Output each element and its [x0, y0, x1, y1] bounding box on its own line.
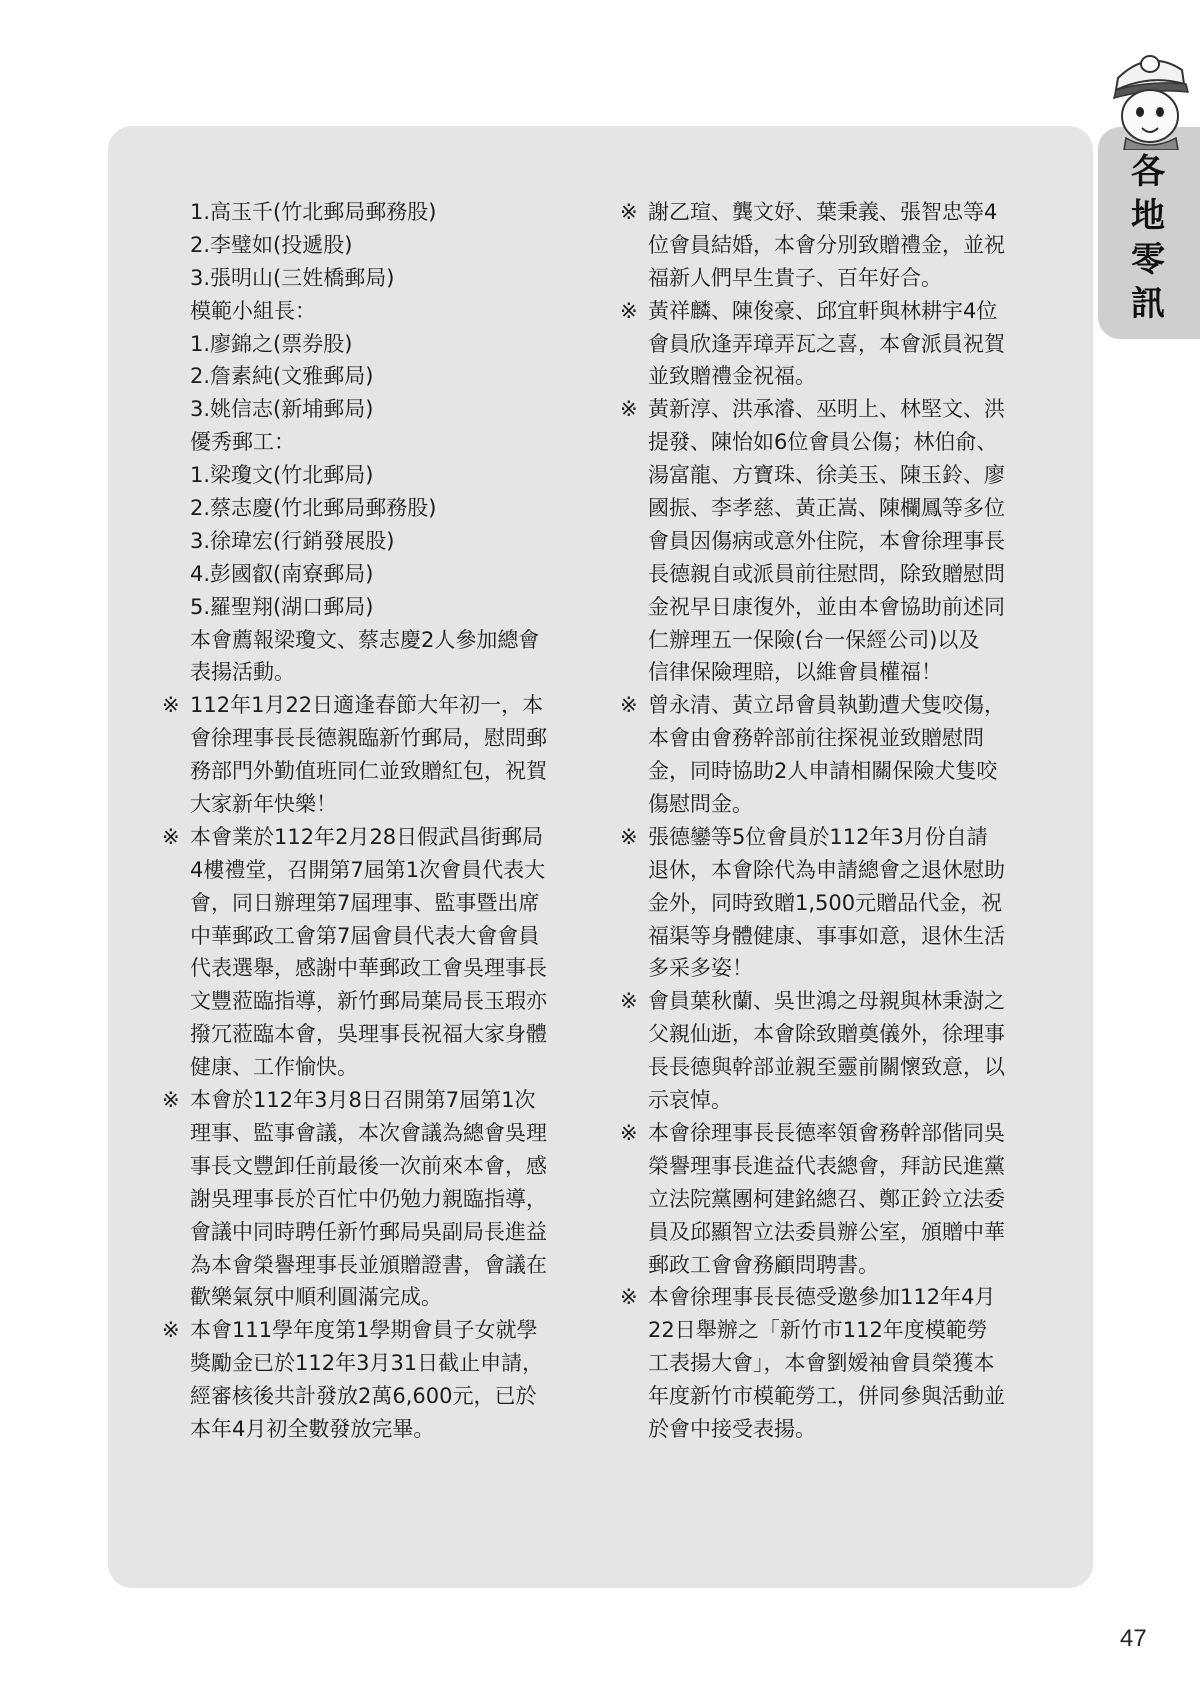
- bullet-item-line: [620, 821, 1040, 854]
- text-line: [620, 1216, 1040, 1249]
- line-text: 黃新淳、洪承濬、巫明上、林堅文、洪: [648, 397, 1005, 422]
- line-text: 謝乙瑄、龔文妤、葉秉義、張智忠等4: [648, 200, 998, 224]
- line-text: 金祝早日康復外，並由本會協助前述同: [648, 594, 1005, 619]
- text-line: [162, 295, 582, 328]
- line-text: 位會員結婚，本會分別致贈禮金，並祝: [648, 232, 1005, 257]
- line-text: 多采多姿！: [648, 956, 753, 981]
- text-line: [620, 426, 1040, 459]
- text-line: [162, 1281, 582, 1314]
- line-text: 會，同日辦理第7屆理事、監事暨出席: [190, 890, 540, 915]
- section-tab-char: 訊: [1131, 284, 1165, 324]
- bullet-item-line: [620, 985, 1040, 1018]
- line-text: 會徐理事長長德親臨新竹郵局，慰問郵: [190, 726, 547, 751]
- line-text: 本年4月初全數發放完畢。: [190, 1416, 435, 1441]
- line-text: 4.彭國叡(南寮郵局): [190, 561, 374, 586]
- postman-mascot-illustration: [1098, 40, 1200, 150]
- line-text: 長長德與幹部並親至靈前關懷致意，以: [648, 1055, 1005, 1080]
- text-line: [620, 755, 1040, 788]
- text-line: [620, 1249, 1040, 1282]
- line-text: 撥冗蒞臨本會，吳理事長祝福大家身體: [190, 1022, 547, 1047]
- text-line: [162, 459, 582, 492]
- bullet-item-line: [620, 196, 1040, 229]
- text-line: [162, 1380, 582, 1413]
- page-number: 47: [1120, 1625, 1147, 1652]
- line-text: 2.蔡志慶(竹北郵局郵務股): [190, 496, 437, 521]
- text-line: [620, 459, 1040, 492]
- line-text: 本會徐理事長長德受邀參加112年4月: [648, 1285, 996, 1310]
- reference-mark-bullet: ※: [620, 298, 638, 323]
- line-text: 福渠等身體健康、事事如意，退休生活: [648, 923, 1005, 948]
- line-text: 父親仙逝，本會除致贈奠儀外，徐理事: [648, 1022, 1005, 1047]
- line-text: 榮譽理事長進益代表總會，拜訪民進黨: [648, 1153, 1005, 1178]
- line-text: 郵政工會會務顧問聘書。: [648, 1252, 879, 1277]
- reference-mark-bullet: ※: [620, 693, 638, 718]
- text-line: [620, 920, 1040, 953]
- line-text: 3.張明山(三姓橋郵局): [190, 265, 395, 290]
- text-line: [620, 525, 1040, 558]
- reference-mark-bullet: ※: [162, 824, 180, 849]
- bullet-item-line: [162, 1084, 582, 1117]
- line-text: 經審核後共計發放2萬6,600元，已於: [190, 1384, 537, 1409]
- section-tab-char: 零: [1131, 240, 1165, 280]
- section-tab-title: [1118, 150, 1178, 326]
- line-text: 傷慰問金。: [648, 792, 753, 817]
- text-line: [162, 360, 582, 393]
- line-text: 黃祥麟、陳俊豪、邱宜軒與林耕宇4位: [648, 298, 998, 323]
- line-text: 3.姚信志(新埔郵局): [190, 397, 374, 422]
- text-line: [162, 624, 582, 657]
- text-line: [162, 1183, 582, 1216]
- text-line: [620, 1051, 1040, 1084]
- line-text: 大家新年快樂！: [190, 792, 337, 817]
- section-tab-char: 地: [1131, 196, 1165, 236]
- text-line: [620, 1084, 1040, 1117]
- text-line: [620, 492, 1040, 525]
- line-text: 信律保險理賠，以維會員權福！: [648, 660, 942, 685]
- text-line: [620, 887, 1040, 920]
- line-text: 模範小組長：: [190, 298, 316, 323]
- line-text: 本會由會務幹部前往探視並致贈慰問: [648, 726, 984, 751]
- line-text: 本會111學年度第1學期會員子女就學: [190, 1318, 538, 1343]
- reference-mark-bullet: ※: [162, 1088, 180, 1113]
- text-line: [620, 722, 1040, 755]
- text-line: [620, 1314, 1040, 1347]
- line-text: 2.詹素純(文雅郵局): [190, 364, 374, 389]
- text-line: [620, 328, 1040, 361]
- text-line: [162, 525, 582, 558]
- line-text: 會員因傷病或意外住院，本會徐理事長: [648, 528, 1005, 553]
- line-text: 務部門外勤值班同仁並致贈紅包，祝賀: [190, 759, 547, 784]
- line-text: 張德鑾等5位會員於112年3月份自請: [648, 824, 988, 849]
- line-text: 長德親自或派員前往慰問，除致贈慰問: [648, 561, 1005, 586]
- text-line: [162, 229, 582, 262]
- reference-mark-bullet: ※: [620, 1285, 638, 1310]
- text-line: [162, 1018, 582, 1051]
- text-line: [620, 624, 1040, 657]
- text-line: [620, 1150, 1040, 1183]
- text-line: [162, 558, 582, 591]
- text-line: [620, 656, 1040, 689]
- line-text: 並致贈禮金祝福。: [648, 364, 816, 389]
- line-text: 表揚活動。: [190, 660, 295, 685]
- text-line: [620, 591, 1040, 624]
- line-text: 歡樂氣氛中順利圓滿完成。: [190, 1285, 442, 1310]
- text-line: [162, 196, 582, 229]
- text-line: [162, 854, 582, 887]
- text-line: [620, 1183, 1040, 1216]
- reference-mark-bullet: ※: [620, 989, 638, 1014]
- text-line: [162, 1117, 582, 1150]
- line-text: 3.徐瑋宏(行銷發展股): [190, 528, 395, 553]
- line-text: 會議中同時聘任新竹郵局吳副局長進益: [190, 1219, 547, 1244]
- text-line: [162, 262, 582, 295]
- text-line: [620, 360, 1040, 393]
- bullet-item-line: [620, 1117, 1040, 1150]
- text-line: [162, 328, 582, 361]
- line-text: 1.梁瓊文(竹北郵局): [190, 463, 374, 488]
- line-text: 事長文豐卸任前最後一次前來本會，感: [190, 1153, 547, 1178]
- line-text: 理事、監事會議，本次會議為總會吳理: [190, 1120, 547, 1145]
- text-line: [620, 1347, 1040, 1380]
- text-line: [162, 1249, 582, 1282]
- text-line: [162, 393, 582, 426]
- line-text: 立法院黨團柯建銘總召、鄭正鈴立法委: [648, 1186, 1005, 1211]
- line-text: 4樓禮堂，召開第7屆第1次會員代表大: [190, 857, 546, 882]
- line-text: 員及邱顯智立法委員辦公室，頒贈中華: [648, 1219, 1005, 1244]
- line-text: 工表揚大會」，本會劉嫒袖會員榮獲本: [648, 1351, 995, 1376]
- line-text: 為本會榮譽理事長並頒贈證書，會議在: [190, 1252, 547, 1277]
- text-line: [162, 985, 582, 1018]
- text-line: [620, 229, 1040, 262]
- section-tab-char: 各: [1131, 152, 1165, 192]
- line-text: 曾永清、黃立昂會員執勤遭犬隻咬傷，: [648, 693, 1005, 718]
- text-line: [162, 952, 582, 985]
- line-text: 謝吳理事長於百忙中仍勉力親臨指導，: [190, 1186, 547, 1211]
- text-line: [162, 492, 582, 525]
- line-text: 5.羅聖翔(湖口郵局): [190, 594, 374, 619]
- reference-mark-bullet: ※: [620, 1120, 638, 1145]
- line-text: 本會薦報梁瓊文、蔡志慶2人參加總會: [190, 627, 540, 652]
- line-text: 中華郵政工會第7屆會員代表大會會員: [190, 923, 540, 948]
- bullet-item-line: [620, 393, 1040, 426]
- line-text: 本會徐理事長長德率領會務幹部偕同吳: [648, 1120, 1005, 1145]
- line-text: 仁辦理五一保險(台一保經公司)以及: [648, 627, 980, 652]
- text-line: [162, 426, 582, 459]
- text-line: [620, 1413, 1040, 1446]
- reference-mark-bullet: ※: [162, 693, 180, 718]
- line-text: 健康、工作愉快。: [190, 1055, 358, 1080]
- text-line: [162, 920, 582, 953]
- text-line: [620, 1380, 1040, 1413]
- line-text: 22日舉辦之「新竹市112年度模範勞: [648, 1318, 988, 1343]
- line-text: 1.高玉千(竹北郵局郵務股): [190, 200, 437, 224]
- bullet-item-line: [162, 821, 582, 854]
- line-text: 會員葉秋蘭、吳世鴻之母親與林秉澍之: [648, 989, 1005, 1014]
- reference-mark-bullet: ※: [620, 824, 638, 849]
- line-text: 於會中接受表揚。: [648, 1416, 816, 1441]
- line-text: 示哀悼。: [648, 1088, 732, 1113]
- left-column: [162, 196, 582, 1446]
- reference-mark-bullet: ※: [620, 397, 638, 422]
- bullet-item-line: [162, 689, 582, 722]
- text-line: [620, 854, 1040, 887]
- text-line: [620, 1018, 1040, 1051]
- line-text: 退休，本會除代為申請總會之退休慰助: [648, 857, 1005, 882]
- line-text: 金，同時協助2人申請相關保險犬隻咬: [648, 759, 998, 784]
- line-text: 國振、李孝慈、黃正嵩、陳欄鳳等多位: [648, 496, 1005, 521]
- line-text: 湯富龍、方寶珠、徐美玉、陳玉鈴、廖: [648, 463, 1005, 488]
- right-column: [620, 196, 1040, 1446]
- line-text: 文豐蒞臨指導，新竹郵局葉局長玉瑕亦: [190, 989, 547, 1014]
- text-line: [162, 1347, 582, 1380]
- text-line: [162, 722, 582, 755]
- text-line: [162, 755, 582, 788]
- line-text: 提發、陳怡如6位會員公傷；林伯俞、: [648, 430, 998, 455]
- text-line: [162, 1413, 582, 1446]
- text-line: [162, 1051, 582, 1084]
- text-line: [162, 788, 582, 821]
- text-line: [162, 591, 582, 624]
- line-text: 獎勵金已於112年3月31日截止申請，: [190, 1351, 544, 1376]
- text-line: [620, 262, 1040, 295]
- text-line: [162, 1216, 582, 1249]
- bullet-item-line: [620, 1281, 1040, 1314]
- line-text: 代表選舉，感謝中華郵政工會吳理事長: [190, 956, 547, 981]
- text-line: [162, 656, 582, 689]
- reference-mark-bullet: ※: [620, 200, 638, 224]
- line-text: 年度新竹市模範勞工，併同參與活動並: [648, 1384, 1005, 1409]
- line-text: 2.李璧如(投遞股): [190, 232, 353, 257]
- line-text: 本會於112年3月8日召開第7屆第1次: [190, 1088, 536, 1113]
- line-text: 1.廖錦之(票券股): [190, 331, 353, 356]
- line-text: 會員欣逢弄璋弄瓦之喜，本會派員祝賀: [648, 331, 1005, 356]
- bullet-item-line: [162, 1314, 582, 1347]
- bullet-item-line: [620, 689, 1040, 722]
- text-line: [162, 1150, 582, 1183]
- line-text: 福新人們早生貴子、百年好合。: [648, 265, 942, 290]
- bullet-item-line: [620, 295, 1040, 328]
- text-line: [620, 558, 1040, 591]
- line-text: 優秀郵工：: [190, 430, 295, 455]
- text-line: [620, 788, 1040, 821]
- text-line: [162, 887, 582, 920]
- line-text: 本會業於112年2月28日假武昌街郵局: [190, 824, 544, 849]
- line-text: 金外，同時致贈1,500元贈品代金，祝: [648, 890, 1003, 915]
- text-line: [620, 952, 1040, 985]
- line-text: 112年1月22日適逢春節大年初一，本: [190, 693, 544, 718]
- reference-mark-bullet: ※: [162, 1318, 180, 1343]
